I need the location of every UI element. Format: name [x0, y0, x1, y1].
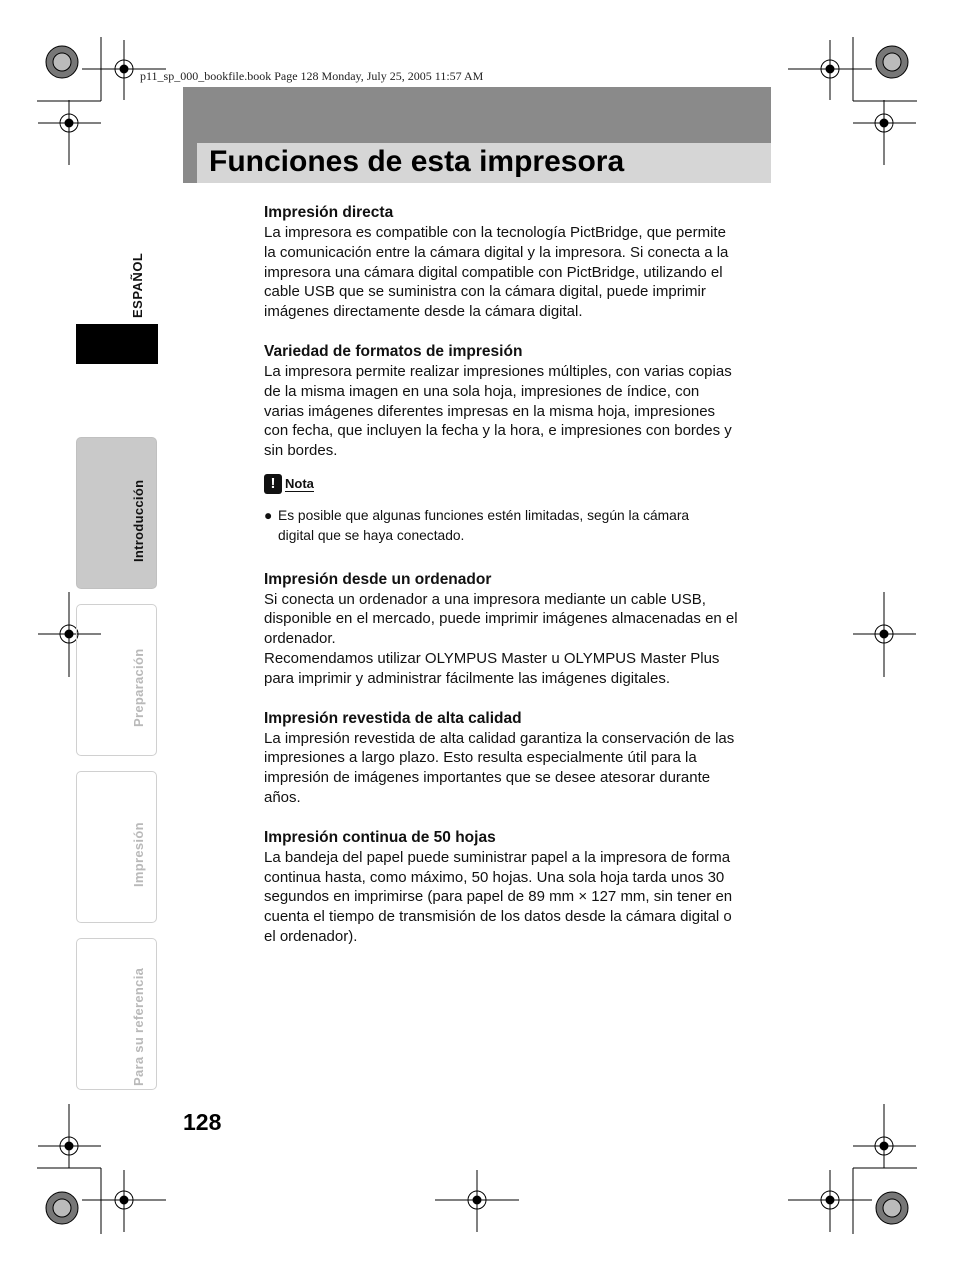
- text-line: impresiones a largo plazo. Esto resulta especialmente útil para la: [264, 749, 697, 767]
- tab-introduccion[interactable]: [76, 437, 157, 589]
- text-line: cable USB que se suministra con la cámara digital, puede imprimir: [264, 283, 706, 301]
- note-icon: !: [264, 474, 282, 494]
- section-body: [264, 729, 774, 808]
- print-slug: p11_sp_000_bookfile.book Page 128 Monday, July 25, 2005 11:57 AM: [140, 69, 484, 83]
- text-line: La impresora es compatible con la tecnología PictBridge, que permite: [264, 224, 726, 241]
- section-heading: Impresión continua de 50 hojas: [264, 828, 496, 846]
- tab-label: Para su referencia: [131, 967, 146, 1086]
- tab-label: Introducción: [131, 479, 146, 562]
- language-marker: [76, 324, 158, 364]
- section-body: [264, 362, 774, 461]
- note-item: [264, 506, 774, 546]
- text-line: Recomendamos utilizar OLYMPUS Master u OLYMPUS Master Plus: [264, 649, 720, 667]
- section-impresion-revestida: [264, 709, 774, 808]
- main-content: [264, 203, 774, 967]
- tab-preparacion[interactable]: [76, 604, 157, 756]
- page-number: 128: [183, 1109, 222, 1135]
- section-impresion-continua: [264, 828, 774, 947]
- text-line: de la misma imagen en una sola hoja, impresiones de índice, con: [264, 382, 700, 400]
- text-line: imágenes directamente desde la cámara digital.: [264, 303, 583, 321]
- tab-label: Preparación: [131, 648, 146, 727]
- text-line: años.: [264, 788, 301, 806]
- text-line: disponible en el mercado, puede imprimir imágenes almacenadas en el: [264, 610, 738, 628]
- text-line: el ordenador).: [264, 927, 358, 945]
- header-band: [183, 87, 771, 143]
- text-line: impresión de imágenes importantes que se desee atesorar durante: [264, 769, 711, 787]
- text-line: la comunicación entre la cámara digital y la impresora. Si conecta a la: [264, 243, 729, 261]
- note-text: [278, 506, 689, 546]
- text-line: sin bordes.: [264, 442, 338, 460]
- title-band-edge: [183, 143, 197, 183]
- text-line: La impresora permite realizar impresiones múltiples, con varias copias: [264, 362, 732, 380]
- language-label: ESPAÑOL: [130, 252, 145, 318]
- text-line: impresora una cámara digital compatible con PictBridge, utilizando el: [264, 263, 723, 281]
- section-impresion-directa: [264, 203, 774, 322]
- text-line: segundos en imprimirse (para papel de 89 mm × 127 mm, sin tener en: [264, 888, 733, 906]
- section-impresion-ordenador: [264, 570, 774, 689]
- section-body: [264, 590, 774, 689]
- tab-para-su-referencia[interactable]: [76, 938, 157, 1090]
- tab-label: Impresión: [131, 822, 146, 887]
- text-line: con fecha, que incluyen la fecha y la hora, e impresiones con bordes y: [264, 422, 732, 440]
- section-heading: Impresión desde un ordenador: [264, 570, 492, 588]
- text-line: continua hasta, como máximo, 50 hojas. Una sola hoja tarda unos 30: [264, 868, 725, 886]
- section-heading: Variedad de formatos de impresión: [264, 342, 523, 360]
- text-line: ordenador.: [264, 630, 336, 648]
- text-line: para imprimir y administrar fácilmente las imágenes digitales.: [264, 669, 670, 687]
- text-line: varias imágenes diferentes impresas en la misma hoja, impresiones: [264, 402, 716, 420]
- note-label: Nota: [285, 475, 314, 491]
- text-line: cuenta el tiempo de transmisión de los datos desde la cámara digital o: [264, 908, 732, 926]
- text-line: La bandeja del papel puede suministrar papel a la impresora de forma: [264, 848, 731, 866]
- text-line: Es posible que algunas funciones estén limitadas, según la cámara: [278, 507, 690, 523]
- section-heading: Impresión revestida de alta calidad: [264, 709, 522, 727]
- section-variedad-formatos: [264, 342, 774, 461]
- bullet-icon: ●: [264, 507, 273, 523]
- section-body: [264, 223, 774, 322]
- text-line: digital que se haya conectado.: [278, 527, 465, 543]
- page-title: Funciones de esta impresora: [209, 145, 625, 178]
- tab-impresion[interactable]: [76, 771, 157, 923]
- text-line: La impresión revestida de alta calidad garantiza la conservación de las: [264, 729, 735, 747]
- section-body: [264, 848, 774, 947]
- note-header: [264, 473, 774, 495]
- note-box: [264, 473, 774, 546]
- text-line: Si conecta un ordenador a una impresora mediante un cable USB,: [264, 590, 706, 608]
- section-heading: Impresión directa: [264, 204, 394, 221]
